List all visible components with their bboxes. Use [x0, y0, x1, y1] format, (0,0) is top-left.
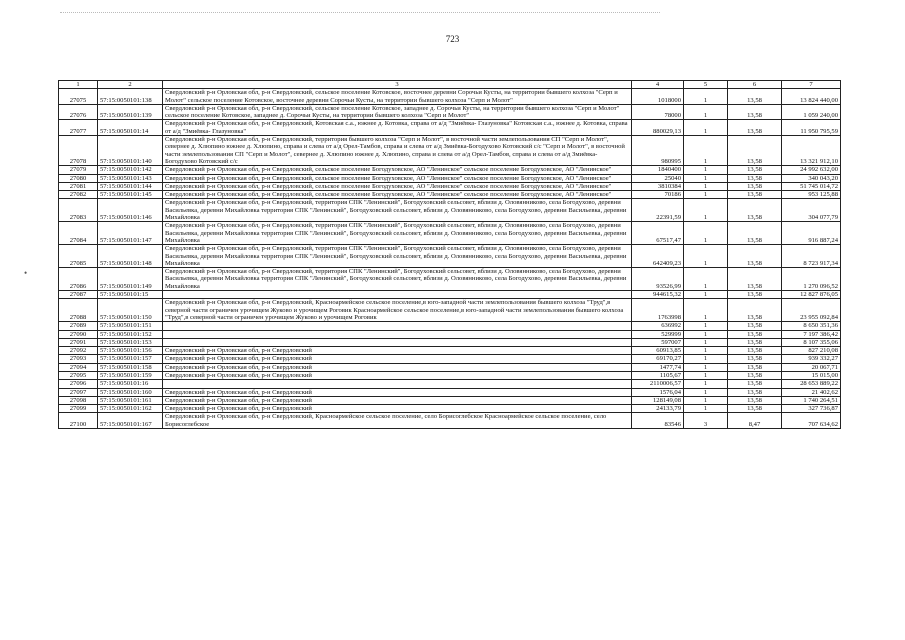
cadastral-value-cell: 8 650 351,36	[782, 322, 841, 330]
cadastral-number-cell: 57:15:0050101:146	[98, 199, 163, 222]
address-cell	[163, 380, 632, 388]
cadastral-table	[58, 80, 841, 429]
address-cell: Свердловский р-н Орловская обл, р-н Свердловский, территория бывшего колхоза "Серп и Молот", в восточной части землепользования СП "Серп и Молот", севернее д. Хлюпино южнее д. Хлюпино, справа и слева от а/д Орел-Тамбов, справа и слева от а/д Змиёвка-Богодухово Котовский с/с "Серп и Молот", в восточной части землепользования СП "Серп и Молот", севернее д. Хлюпино южнее д. Хлюпино, справа и слева от а/д Орел-Тамбов, справа и слева от а/д Змиёвка-Богодухово Котовский с/с	[163, 136, 632, 166]
table-header-row	[59, 81, 841, 89]
cadastral-number-cell: 57:15:0050101:161	[98, 396, 163, 404]
area-cell: 597007	[632, 338, 684, 346]
table-row	[59, 268, 841, 291]
row-number-cell: 27091	[59, 338, 98, 346]
address-cell	[163, 291, 632, 299]
table-row	[59, 166, 841, 174]
row-number-cell: 27090	[59, 330, 98, 338]
table-row	[59, 136, 841, 166]
address-cell: Свердловский р-н Орловская обл, р-н Свердловский	[163, 363, 632, 371]
address-cell: Свердловский р-н Орловская обл, р-н Свердловский, территория СПК "Ленинский", Богодуховский сельсовет, вблизи д. Оловянниково, села Богодухово, деревни Васильевка, деревни Михайловка территория СПК "Ленинский", Богодуховский сельсовет, вблизи д. Оловянниково, села Богодухово, деревни Васильевка, деревни Михайловка	[163, 245, 632, 268]
table-row	[59, 191, 841, 199]
header-cell: 6	[728, 81, 782, 89]
coefficient-cell: 1	[684, 347, 728, 355]
address-cell: Свердловский р-н Орловская обл, р-н Свердловский	[163, 371, 632, 379]
cadastral-number-cell: 57:15:0050101:148	[98, 245, 163, 268]
coefficient-cell: 1	[684, 291, 728, 299]
rate-cell: 13,58	[728, 388, 782, 396]
cadastral-value-cell: 13 321 912,10	[782, 136, 841, 166]
coefficient-cell: 1	[684, 396, 728, 404]
cadastral-value-cell: 1 740 264,51	[782, 396, 841, 404]
coefficient-cell: 1	[684, 166, 728, 174]
coefficient-cell: 1	[684, 371, 728, 379]
header-cell: 3	[163, 81, 632, 89]
address-cell	[163, 330, 632, 338]
rate-cell: 13,58	[728, 405, 782, 413]
row-number-cell: 27087	[59, 291, 98, 299]
area-cell: 1576,04	[632, 388, 684, 396]
address-cell: Свердловский р-н Орловская обл, р-н Свердловский, Котовская с.а., южнее д. Котовка, справа от а/д "Змиёвка- Глазуновка" Котовская с.а., южнее д. Котовка, справа от а/д "Змиёвка- Глазуновка"	[163, 120, 632, 136]
area-cell: 25040	[632, 174, 684, 182]
rate-cell: 13,58	[728, 191, 782, 199]
coefficient-cell: 1	[684, 174, 728, 182]
rate-cell: 13,58	[728, 371, 782, 379]
address-cell: Свердловский р-н Орловская обл, р-н Свердловский, территория СПК "Ленинский", Богодуховский сельсовет, вблизи д. Оловянниково, села Богодухово, деревни Васильевка, деревни Михайловка территория СПК "Ленинский", Богодуховский сельсовет, вблизи д. Оловянниково, села Богодухово, деревни Васильевка, деревни Михайловка	[163, 268, 632, 291]
cadastral-value-cell: 939 332,27	[782, 355, 841, 363]
rate-cell: 13,58	[728, 268, 782, 291]
rate-cell: 13,58	[728, 182, 782, 190]
cadastral-number-cell: 57:15:0050101:153	[98, 338, 163, 346]
cadastral-value-cell: 327 736,87	[782, 405, 841, 413]
header-cell: 2	[98, 81, 163, 89]
table-row	[59, 405, 841, 413]
area-cell: 128149,08	[632, 396, 684, 404]
table-row	[59, 396, 841, 404]
row-number-cell: 27088	[59, 299, 98, 322]
row-number-cell: 27093	[59, 355, 98, 363]
area-cell: 69170,27	[632, 355, 684, 363]
address-cell: Свердловский р-н Орловская обл, р-н Свердловский, территория СПК "Ленинский", Богодуховский сельсовет, вблизи д. Оловянниково, села Богодухово, деревни Васильевка, деревни Михайловка территория СПК "Ленинский", Богодуховский сельсовет, вблизи д. Оловянниково, села Богодухово, деревни Васильевка, деревни Михайловка	[163, 199, 632, 222]
cadastral-value-cell: 7 197 386,42	[782, 330, 841, 338]
margin-bullet: •	[24, 268, 28, 278]
row-number-cell: 27094	[59, 363, 98, 371]
page-number: 723	[445, 34, 460, 44]
cadastral-value-cell: 13 824 440,00	[782, 89, 841, 105]
table-row	[59, 322, 841, 330]
table-row	[59, 120, 841, 136]
rate-cell: 13,58	[728, 338, 782, 346]
coefficient-cell: 1	[684, 199, 728, 222]
cadastral-number-cell: 57:15:0050101:149	[98, 268, 163, 291]
area-cell: 880029,13	[632, 120, 684, 136]
rate-cell: 13,58	[728, 330, 782, 338]
cadastral-value-cell: 12 827 876,05	[782, 291, 841, 299]
rate-cell: 13,58	[728, 245, 782, 268]
rate-cell: 13,58	[728, 199, 782, 222]
coefficient-cell: 1	[684, 338, 728, 346]
row-number-cell: 27098	[59, 396, 98, 404]
table-row	[59, 89, 841, 105]
cadastral-value-cell: 1 059 240,00	[782, 104, 841, 120]
table-row	[59, 245, 841, 268]
header-cell: 1	[59, 81, 98, 89]
address-cell: Свердловский р-н Орловская обл, р-н Свердловский, сельское поселение Богодуховское, АО "Ленинское" сельское поселение Богодуховское, АО "Ленинское"	[163, 174, 632, 182]
address-cell: Свердловский р-н Орловская обл, р-н Свердловский	[163, 347, 632, 355]
area-cell: 529999	[632, 330, 684, 338]
row-number-cell: 27096	[59, 380, 98, 388]
row-number-cell: 27100	[59, 413, 98, 429]
cadastral-value-cell: 953 125,88	[782, 191, 841, 199]
coefficient-cell: 1	[684, 405, 728, 413]
cadastral-value-cell: 916 887,24	[782, 222, 841, 245]
cadastral-number-cell: 57:15:0050101:160	[98, 388, 163, 396]
row-number-cell: 27083	[59, 199, 98, 222]
rate-cell: 13,58	[728, 136, 782, 166]
area-cell: 83546	[632, 413, 684, 429]
table-row	[59, 355, 841, 363]
coefficient-cell: 1	[684, 299, 728, 322]
coefficient-cell: 3	[684, 413, 728, 429]
table-row	[59, 291, 841, 299]
row-number-cell: 27092	[59, 347, 98, 355]
area-cell: 22391,59	[632, 199, 684, 222]
row-number-cell: 27081	[59, 182, 98, 190]
header-cell: 5	[684, 81, 728, 89]
cadastral-value-cell: 15 015,00	[782, 371, 841, 379]
row-number-cell: 27077	[59, 120, 98, 136]
row-number-cell: 27079	[59, 166, 98, 174]
rate-cell: 13,58	[728, 174, 782, 182]
rate-cell: 13,58	[728, 347, 782, 355]
rate-cell: 13,58	[728, 322, 782, 330]
cadastral-number-cell: 57:15:0050101:167	[98, 413, 163, 429]
row-number-cell: 27078	[59, 136, 98, 166]
address-cell: Свердловский р-н Орловская обл, р-н Свердловский, сельское поселение Богодуховское, АО "Ленинское" сельское поселение Богодуховское, АО "Ленинское"	[163, 191, 632, 199]
cadastral-number-cell: 57:15:0050101:147	[98, 222, 163, 245]
table-row	[59, 347, 841, 355]
area-cell: 1763998	[632, 299, 684, 322]
area-cell: 2110006,57	[632, 380, 684, 388]
coefficient-cell: 1	[684, 120, 728, 136]
cadastral-number-cell: 57:15:0050101:142	[98, 166, 163, 174]
coefficient-cell: 1	[684, 136, 728, 166]
cadastral-number-cell: 57:15:0050101:144	[98, 182, 163, 190]
table-row	[59, 222, 841, 245]
cadastral-value-cell: 8 723 917,34	[782, 245, 841, 268]
cadastral-value-cell: 340 043,20	[782, 174, 841, 182]
rate-cell: 13,58	[728, 299, 782, 322]
cadastral-number-cell: 57:15:0050101:159	[98, 371, 163, 379]
address-cell: Свердловский р-н Орловская обл, р-н Свердловский, сельское поселение Котовское, западнее д. Сорочьи Кусты, на территории бывшего колхоза "Серп и Молот" сельское поселение Котовское, западнее д. Сорочьи Кусты, на территории бывшего колхоза "Серп и Молот"	[163, 104, 632, 120]
coefficient-cell: 1	[684, 363, 728, 371]
address-cell: Свердловский р-н Орловская обл, р-н Свердловский	[163, 405, 632, 413]
coefficient-cell: 1	[684, 388, 728, 396]
row-number-cell: 27097	[59, 388, 98, 396]
header-cell: 7	[782, 81, 841, 89]
area-cell: 1840400	[632, 166, 684, 174]
cadastral-value-cell: 1 270 096,52	[782, 268, 841, 291]
address-cell: Свердловский р-н Орловская обл, р-н Свердловский, территория СПК "Ленинский", Богодуховский сельсовет, вблизи д. Оловянниково, села Богодухово, деревни Васильевка, деревни Михайловка территория СПК "Ленинский", Богодуховский сельсовет, вблизи д. Оловянниково, села Богодухово, деревни Васильевка, деревни Михайловка	[163, 222, 632, 245]
rate-cell: 13,58	[728, 104, 782, 120]
coefficient-cell: 1	[684, 380, 728, 388]
cadastral-number-cell: 57:15:0050101:138	[98, 89, 163, 105]
rate-cell: 13,58	[728, 89, 782, 105]
cadastral-number-cell: 57:15:0050101:157	[98, 355, 163, 363]
cadastral-value-cell: 23 955 092,84	[782, 299, 841, 322]
cadastral-value-cell: 304 077,79	[782, 199, 841, 222]
address-cell: Свердловский р-н Орловская обл, р-н Свердловский	[163, 355, 632, 363]
rate-cell: 13,58	[728, 363, 782, 371]
table-row	[59, 363, 841, 371]
cadastral-number-cell: 57:15:0050101:151	[98, 322, 163, 330]
cadastral-number-cell: 57:15:0050101:140	[98, 136, 163, 166]
table-row	[59, 330, 841, 338]
address-cell	[163, 322, 632, 330]
table-row	[59, 174, 841, 182]
cadastral-number-cell: 57:15:0050101:143	[98, 174, 163, 182]
cadastral-value-cell: 20 067,71	[782, 363, 841, 371]
cadastral-value-cell: 24 992 632,00	[782, 166, 841, 174]
cadastral-value-cell: 827 210,08	[782, 347, 841, 355]
row-number-cell: 27080	[59, 174, 98, 182]
cadastral-number-cell: 57:15:0050101:139	[98, 104, 163, 120]
row-number-cell: 27082	[59, 191, 98, 199]
table-row	[59, 182, 841, 190]
area-cell: 24133,79	[632, 405, 684, 413]
rate-cell: 13,58	[728, 396, 782, 404]
row-number-cell: 27086	[59, 268, 98, 291]
area-cell: 1018000	[632, 89, 684, 105]
coefficient-cell: 1	[684, 191, 728, 199]
row-number-cell: 27099	[59, 405, 98, 413]
cadastral-number-cell: 57:15:0050101:150	[98, 299, 163, 322]
rate-cell: 13,58	[728, 355, 782, 363]
cadastral-number-cell: 57:15:0050101:162	[98, 405, 163, 413]
rate-cell: 13,58	[728, 222, 782, 245]
address-cell: Свердловский р-н Орловская обл, р-н Свердловский, сельское поселение Богодуховское, АО "Ленинское" сельское поселение Богодуховское, АО "Ленинское"	[163, 166, 632, 174]
header-cell: 4	[632, 81, 684, 89]
cadastral-value-cell: 11 950 795,59	[782, 120, 841, 136]
area-cell: 980995	[632, 136, 684, 166]
row-number-cell: 27095	[59, 371, 98, 379]
area-cell: 67517,47	[632, 222, 684, 245]
scan-artifact-line	[60, 12, 660, 17]
area-cell: 636992	[632, 322, 684, 330]
row-number-cell: 27084	[59, 222, 98, 245]
rate-cell: 13,58	[728, 166, 782, 174]
cadastral-number-cell: 57:15:0050101:152	[98, 330, 163, 338]
area-cell: 1477,74	[632, 363, 684, 371]
cadastral-value-cell: 707 634,62	[782, 413, 841, 429]
area-cell: 78000	[632, 104, 684, 120]
coefficient-cell: 1	[684, 268, 728, 291]
table-row	[59, 371, 841, 379]
row-number-cell: 27089	[59, 322, 98, 330]
cadastral-value-cell: 8 107 355,06	[782, 338, 841, 346]
address-cell: Свердловский р-н Орловская обл, р-н Свердловский, сельское поселение Котовское, восточнее деревни Сорочьи Кусты, на территории бывшего колхоза "Серп и Молот" сельское поселение Котовское, восточнее деревни Сорочьи Кусты, на территории бывшего колхоза "Серп и Молот"	[163, 89, 632, 105]
rate-cell: 13,58	[728, 380, 782, 388]
cadastral-number-cell: 57:15:0050101:145	[98, 191, 163, 199]
cadastral-number-cell: 57:15:0050101:16	[98, 380, 163, 388]
rate-cell: 8,47	[728, 413, 782, 429]
cadastral-number-cell: 57:15:0050101:14	[98, 120, 163, 136]
address-cell: Свердловский р-н Орловская обл, р-н Свердловский	[163, 396, 632, 404]
table-row	[59, 299, 841, 322]
area-cell: 60913,85	[632, 347, 684, 355]
coefficient-cell: 1	[684, 222, 728, 245]
address-cell: Свердловский р-н Орловская обл, р-н Свердловский	[163, 388, 632, 396]
table-row	[59, 199, 841, 222]
table-row	[59, 413, 841, 429]
coefficient-cell: 1	[684, 330, 728, 338]
table-row	[59, 338, 841, 346]
coefficient-cell: 1	[684, 182, 728, 190]
table-row	[59, 104, 841, 120]
coefficient-cell: 1	[684, 322, 728, 330]
coefficient-cell: 1	[684, 89, 728, 105]
address-cell	[163, 338, 632, 346]
coefficient-cell: 1	[684, 104, 728, 120]
cadastral-value-cell: 51 745 014,72	[782, 182, 841, 190]
area-cell: 93526,99	[632, 268, 684, 291]
cadastral-number-cell: 57:15:0050101:158	[98, 363, 163, 371]
table-row	[59, 388, 841, 396]
rate-cell: 13,58	[728, 120, 782, 136]
cadastral-number-cell: 57:15:0050101:156	[98, 347, 163, 355]
address-cell: Свердловский р-н Орловская обл, р-н Свердловский, сельское поселение Богодуховское, АО "Ленинское" сельское поселение Богодуховское, АО "Ленинское"	[163, 182, 632, 190]
rate-cell: 13,58	[728, 291, 782, 299]
coefficient-cell: 1	[684, 245, 728, 268]
row-number-cell: 27085	[59, 245, 98, 268]
area-cell: 944615,32	[632, 291, 684, 299]
table-body	[59, 89, 841, 429]
address-cell: Свердловский р-н Орловская обл, р-н Свердловский, Красноармейское сельское поселение, село Борисоглебское Красноармейское сельское поселение, село Борисоглебское	[163, 413, 632, 429]
cadastral-value-cell: 28 653 889,22	[782, 380, 841, 388]
row-number-cell: 27075	[59, 89, 98, 105]
area-cell: 642409,23	[632, 245, 684, 268]
row-number-cell: 27076	[59, 104, 98, 120]
area-cell: 1105,67	[632, 371, 684, 379]
table-row	[59, 380, 841, 388]
address-cell: Свердловский р-н Орловская обл, р-н Свердловский, Красноармейское сельское поселение,в юго-западной части землепользования бывшего колхоза "Труд",в северной части ограничен урочищем Жуково и урочищем Роговик Красноармейское сельское поселение,в юго-западной части землепользования бывшего колхоза "Труд",в северной части ограничен урочищем Жуково и урочищем Роговик	[163, 299, 632, 322]
cadastral-number-cell: 57:15:0050101:15	[98, 291, 163, 299]
cadastral-value-cell: 21 402,62	[782, 388, 841, 396]
area-cell: 3810384	[632, 182, 684, 190]
coefficient-cell: 1	[684, 355, 728, 363]
area-cell: 70186	[632, 191, 684, 199]
